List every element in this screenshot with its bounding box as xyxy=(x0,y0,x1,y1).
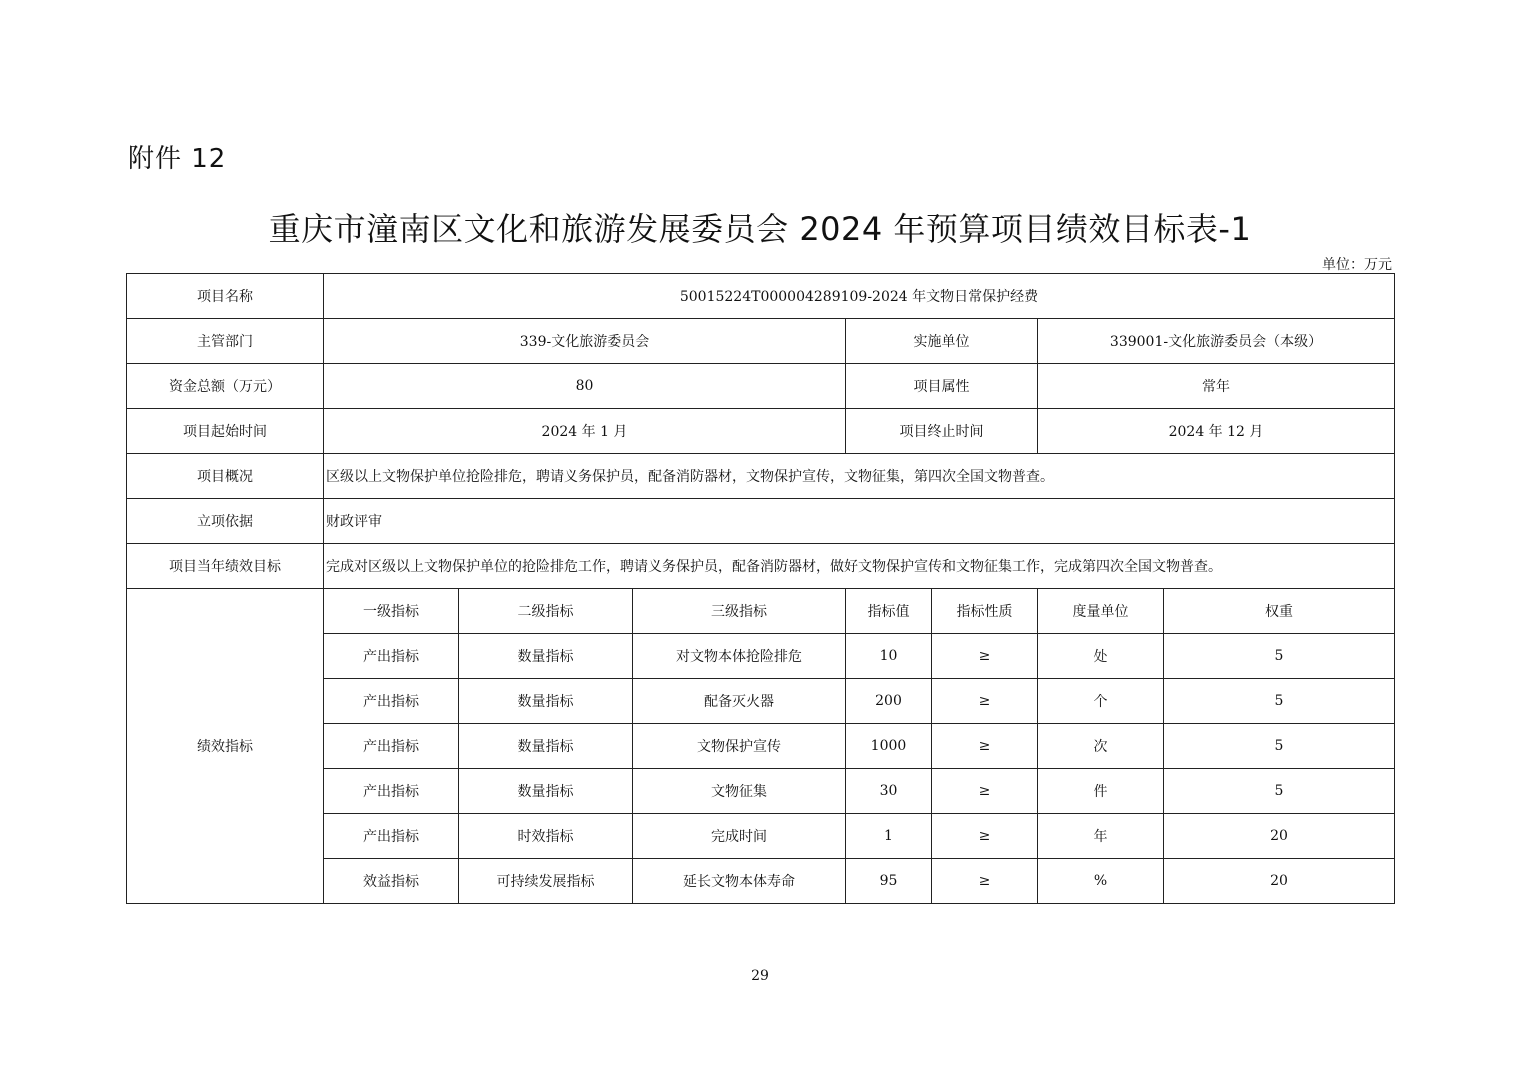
unit-cell: 次 xyxy=(1038,724,1164,769)
weight-cell: 5 xyxy=(1164,724,1395,769)
row-period xyxy=(127,409,1395,454)
project-attribute-value: 常年 xyxy=(1038,364,1395,409)
overview-value: 区级以上文物保护单位抢险排危，聘请义务保护员，配备消防器材，文物保护宣传，文物征集，第四次全国文物普查。 xyxy=(324,454,1395,499)
header-value: 指标值 xyxy=(846,589,932,634)
basis-value: 财政评审 xyxy=(324,499,1395,544)
performance-target-table xyxy=(126,273,1395,904)
weight-cell: 20 xyxy=(1164,859,1395,904)
indicators-section-label: 绩效指标 xyxy=(127,589,324,904)
row-overview xyxy=(127,454,1395,499)
header-weight: 权重 xyxy=(1164,589,1395,634)
nature-cell: ≥ xyxy=(932,814,1038,859)
start-time-value: 2024 年 1 月 xyxy=(324,409,846,454)
department-value: 339-文化旅游委员会 xyxy=(324,319,846,364)
value-cell: 10 xyxy=(846,634,932,679)
unit-cell: 件 xyxy=(1038,769,1164,814)
level3-cell: 配备灭火器 xyxy=(633,679,846,724)
level2-cell: 数量指标 xyxy=(459,769,633,814)
header-unit: 度量单位 xyxy=(1038,589,1164,634)
level1-cell: 产出指标 xyxy=(324,724,459,769)
nature-cell: ≥ xyxy=(932,769,1038,814)
header-level2: 二级指标 xyxy=(459,589,633,634)
row-annual-goal xyxy=(127,544,1395,589)
nature-cell: ≥ xyxy=(932,859,1038,904)
unit-cell: 个 xyxy=(1038,679,1164,724)
weight-cell: 20 xyxy=(1164,814,1395,859)
nature-cell: ≥ xyxy=(932,679,1038,724)
project-name-label: 项目名称 xyxy=(127,274,324,319)
department-label: 主管部门 xyxy=(127,319,324,364)
level3-cell: 对文物本体抢险排危 xyxy=(633,634,846,679)
attachment-label: 附件 12 xyxy=(128,144,227,174)
end-time-label: 项目终止时间 xyxy=(846,409,1038,454)
fund-total-value: 80 xyxy=(324,364,846,409)
value-cell: 95 xyxy=(846,859,932,904)
header-level1: 一级指标 xyxy=(324,589,459,634)
level2-cell: 时效指标 xyxy=(459,814,633,859)
project-name-value: 50015224T000004289109-2024 年文物日常保护经费 xyxy=(324,274,1395,319)
row-project-name xyxy=(127,274,1395,319)
level2-cell: 数量指标 xyxy=(459,634,633,679)
fund-total-label: 资金总额（万元） xyxy=(127,364,324,409)
page-number: 29 xyxy=(751,968,769,984)
header-level3: 三级指标 xyxy=(633,589,846,634)
level1-cell: 产出指标 xyxy=(324,679,459,724)
level1-cell: 产出指标 xyxy=(324,769,459,814)
level2-cell: 可持续发展指标 xyxy=(459,859,633,904)
unit-cell: 处 xyxy=(1038,634,1164,679)
level1-cell: 效益指标 xyxy=(324,859,459,904)
value-cell: 30 xyxy=(846,769,932,814)
weight-cell: 5 xyxy=(1164,679,1395,724)
implementing-unit-label: 实施单位 xyxy=(846,319,1038,364)
document-title: 重庆市潼南区文化和旅游发展委员会 2024 年预算项目绩效目标表-1 xyxy=(268,210,1252,248)
annual-goal-label: 项目当年绩效目标 xyxy=(127,544,324,589)
header-nature: 指标性质 xyxy=(932,589,1038,634)
annual-goal-value: 完成对区级以上文物保护单位的抢险排危工作，聘请义务保护员，配备消防器材，做好文物保护宣传和文物征集工作，完成第四次全国文物普查。 xyxy=(324,544,1395,589)
value-cell: 1 xyxy=(846,814,932,859)
level2-cell: 数量指标 xyxy=(459,724,633,769)
implementing-unit-value: 339001-文化旅游委员会（本级） xyxy=(1038,319,1395,364)
indicator-header-row xyxy=(127,589,1395,634)
level3-cell: 文物保护宣传 xyxy=(633,724,846,769)
row-fund xyxy=(127,364,1395,409)
level2-cell: 数量指标 xyxy=(459,679,633,724)
row-basis xyxy=(127,499,1395,544)
row-department xyxy=(127,319,1395,364)
nature-cell: ≥ xyxy=(932,724,1038,769)
weight-cell: 5 xyxy=(1164,634,1395,679)
level3-cell: 延长文物本体寿命 xyxy=(633,859,846,904)
level3-cell: 文物征集 xyxy=(633,769,846,814)
start-time-label: 项目起始时间 xyxy=(127,409,324,454)
value-cell: 1000 xyxy=(846,724,932,769)
value-cell: 200 xyxy=(846,679,932,724)
level1-cell: 产出指标 xyxy=(324,814,459,859)
nature-cell: ≥ xyxy=(932,634,1038,679)
unit-cell: % xyxy=(1038,859,1164,904)
overview-label: 项目概况 xyxy=(127,454,324,499)
unit-cell: 年 xyxy=(1038,814,1164,859)
level3-cell: 完成时间 xyxy=(633,814,846,859)
project-attribute-label: 项目属性 xyxy=(846,364,1038,409)
level1-cell: 产出指标 xyxy=(324,634,459,679)
basis-label: 立项依据 xyxy=(127,499,324,544)
weight-cell: 5 xyxy=(1164,769,1395,814)
unit-label: 单位：万元 xyxy=(1322,257,1392,273)
end-time-value: 2024 年 12 月 xyxy=(1038,409,1395,454)
